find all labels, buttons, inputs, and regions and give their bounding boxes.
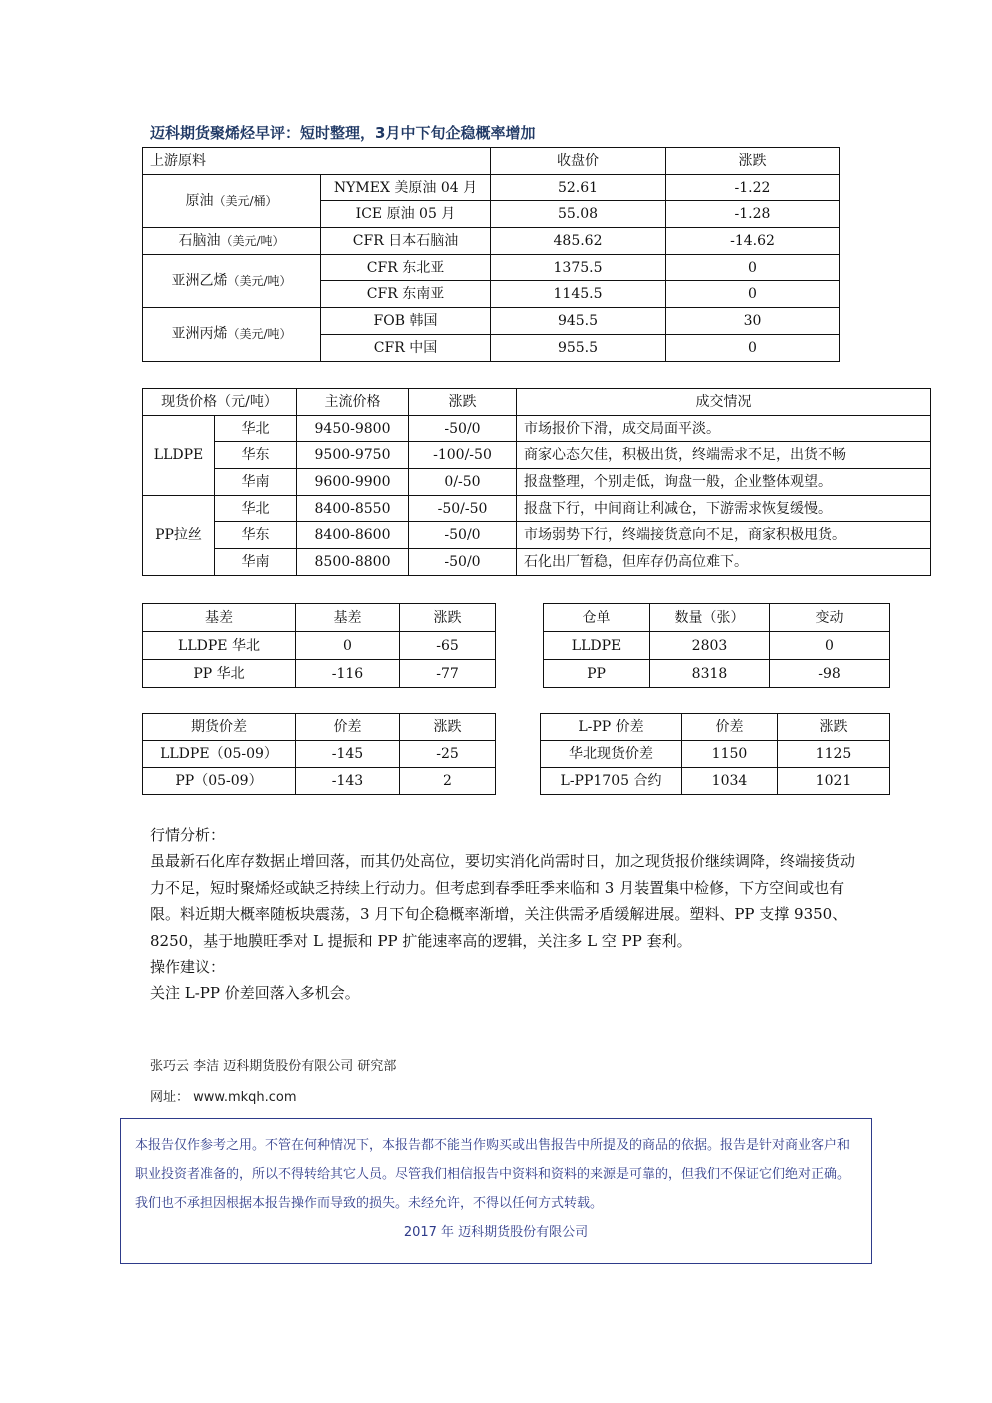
header-cell: 现货价格（元/吨） <box>143 389 297 416</box>
price-cell: 485.62 <box>491 228 666 255</box>
header-cell: 涨跌 <box>666 148 840 175</box>
change-cell: -65 <box>400 632 496 660</box>
product-cell: LLDPE <box>143 415 215 495</box>
header-cell: 基差 <box>143 604 296 632</box>
group-name: 原油 <box>185 192 214 209</box>
advice-heading: 操作建议： <box>150 958 226 977</box>
product-cell: CFR 日本石脑油 <box>321 228 491 255</box>
table-header-row <box>143 714 496 741</box>
table-row <box>541 741 890 768</box>
price-cell: 8500-8800 <box>297 549 409 576</box>
group-cell <box>143 308 321 361</box>
table-row <box>143 228 840 255</box>
group-name: 亚洲丙烯 <box>171 326 228 343</box>
header-cell: 基差 <box>296 604 400 632</box>
label-cell: LLDPE <box>544 632 650 660</box>
label-cell: PP（05-09） <box>143 768 296 795</box>
group-cell <box>143 254 321 307</box>
header-cell: 涨跌 <box>400 714 496 741</box>
label-cell: L-PP1705 合约 <box>541 768 682 795</box>
futures-spread-table <box>142 713 496 795</box>
change-cell: -50/0 <box>409 415 517 442</box>
change-cell: -50/-50 <box>409 495 517 522</box>
header-cell: 数量（张） <box>650 604 770 632</box>
basis-table <box>142 603 496 688</box>
price-cell: 9450-9800 <box>297 415 409 442</box>
price-cell: 9600-9900 <box>297 469 409 496</box>
value-cell: 0 <box>296 632 400 660</box>
value-cell: -143 <box>296 768 400 795</box>
change-cell: -100/-50 <box>409 442 517 469</box>
price-cell: 52.61 <box>491 174 666 201</box>
price-cell: 9500-9750 <box>297 442 409 469</box>
change-cell: -1.22 <box>666 174 840 201</box>
analysis-body: 虽最新石化库存数据止增回落，而其仍处高位，要切实消化尚需时日，加之现货报价继续调降，终端接货动力不足，短时聚烯烃或缺乏持续上行动力。但考虑到春季旺季来临和 3 月装置集中检修，下方空间或也有限。料近期大概率随板块震荡，3 月下旬企稳概率渐增，关注供需矛盾缓解进展。塑料、PP 支撑 9350、8250，基于地膜旺季对 L 提振和 PP 扩能速率高的逻辑，关注多 L 空 PP 套利。 <box>150 852 856 950</box>
table-row <box>143 442 931 469</box>
value-cell: 8318 <box>650 660 770 688</box>
note-cell: 市场报价下滑，成交局面平淡。 <box>517 415 931 442</box>
value-cell: 1034 <box>682 768 778 795</box>
price-cell: 955.5 <box>491 334 666 361</box>
region-cell: 华北 <box>215 495 297 522</box>
label-cell: PP 华北 <box>143 660 296 688</box>
warehouse-table <box>543 603 890 688</box>
table-row <box>143 308 840 335</box>
region-cell: 华南 <box>215 469 297 496</box>
change-cell: -77 <box>400 660 496 688</box>
group-unit: （美元/吨） <box>227 273 292 288</box>
header-cell: 收盘价 <box>491 148 666 175</box>
table-row <box>544 632 890 660</box>
product-cell: NYMEX 美原油 04 月 <box>321 174 491 201</box>
value-cell: 2803 <box>650 632 770 660</box>
header-cell: 仓单 <box>544 604 650 632</box>
label-cell: LLDPE 华北 <box>143 632 296 660</box>
change-cell: 1125 <box>778 741 890 768</box>
product-cell: CFR 中国 <box>321 334 491 361</box>
change-cell: 0/-50 <box>409 469 517 496</box>
table-header-row <box>143 389 931 416</box>
product-cell: PP拉丝 <box>143 495 215 575</box>
region-cell: 华东 <box>215 522 297 549</box>
author-line: 张巧云 李洁 迈科期货股份有限公司 研究部 <box>150 1059 397 1074</box>
market-analysis <box>150 822 855 1007</box>
change-cell: -50/0 <box>409 549 517 576</box>
change-cell: -25 <box>400 741 496 768</box>
group-unit: （美元/桶） <box>213 193 278 208</box>
label-cell: LLDPE（05-09） <box>143 741 296 768</box>
header-cell: 价差 <box>296 714 400 741</box>
advice-text: 关注 L-PP 价差回落入多机会。 <box>150 984 360 1003</box>
change-cell: -14.62 <box>666 228 840 255</box>
product-cell: CFR 东南亚 <box>321 281 491 308</box>
note-cell: 市场弱势下行，终端接货意向不足，商家积极甩货。 <box>517 522 931 549</box>
header-cell: 上游原料 <box>143 148 491 175</box>
note-cell: 石化出厂暂稳，但库存仍高位难下。 <box>517 549 931 576</box>
change-cell: -1.28 <box>666 201 840 228</box>
header-cell: 价差 <box>682 714 778 741</box>
value-cell: -116 <box>296 660 400 688</box>
change-cell: 0 <box>770 632 890 660</box>
group-unit: （美元/吨） <box>227 327 292 342</box>
change-cell: 1021 <box>778 768 890 795</box>
group-name: 石脑油 <box>178 232 221 249</box>
region-cell: 华北 <box>215 415 297 442</box>
lpp-spread-table <box>540 713 890 795</box>
price-cell: 55.08 <box>491 201 666 228</box>
table-header-row <box>544 604 890 632</box>
value-cell: 1150 <box>682 741 778 768</box>
product-cell: CFR 东北亚 <box>321 254 491 281</box>
change-cell: 0 <box>666 254 840 281</box>
header-cell: 涨跌 <box>778 714 890 741</box>
note-cell: 报盘整理，个别走低，询盘一般，企业整体观望。 <box>517 469 931 496</box>
website-line: 网址： www.mkqh.com <box>150 1090 297 1105</box>
price-cell: 8400-8600 <box>297 522 409 549</box>
disclaimer-box <box>120 1118 872 1264</box>
group-cell <box>143 228 321 255</box>
product-cell: FOB 韩国 <box>321 308 491 335</box>
header-cell: 主流价格 <box>297 389 409 416</box>
note-cell: 商家心态欠佳，积极出货，终端需求不足，出货不畅 <box>517 442 931 469</box>
product-cell: ICE 原油 05 月 <box>321 201 491 228</box>
table-row <box>143 415 931 442</box>
group-cell <box>143 174 321 227</box>
region-cell: 华南 <box>215 549 297 576</box>
table-row <box>143 768 496 795</box>
table-header-row <box>143 148 840 175</box>
table-row <box>541 768 890 795</box>
table-row <box>143 495 931 522</box>
price-cell: 8400-8550 <box>297 495 409 522</box>
change-cell: -50/0 <box>409 522 517 549</box>
disclaimer-footer: 2017 年 迈科期货股份有限公司 <box>403 1225 589 1240</box>
price-cell: 1145.5 <box>491 281 666 308</box>
label-cell: 华北现货价差 <box>541 741 682 768</box>
table-row <box>143 632 496 660</box>
report-title: 迈科期货聚烯烃早评：短时整理，3月中下旬企稳概率增加 <box>150 124 536 142</box>
table-row <box>143 522 931 549</box>
upstream-table <box>142 147 840 362</box>
note-cell: 报盘下行，中间商让利减仓，下游需求恢复缓慢。 <box>517 495 931 522</box>
analysis-heading: 行情分析： <box>150 826 226 844</box>
label-cell: PP <box>544 660 650 688</box>
group-name: 亚洲乙烯 <box>171 272 228 289</box>
change-cell: 30 <box>666 308 840 335</box>
table-row <box>143 549 931 576</box>
header-cell: 涨跌 <box>409 389 517 416</box>
price-cell: 945.5 <box>491 308 666 335</box>
table-header-row <box>143 604 496 632</box>
header-cell: 期货价差 <box>143 714 296 741</box>
table-row <box>143 469 931 496</box>
disclaimer-text: 本报告仅作参考之用。不管在何种情况下，本报告都不能当作购买或出售报告中所提及的商品的依据。报告是针对商业客户和职业投资者准备的，所以不得转给其它人员。尽管我们相信报告中资料和资料的来源是可靠的，但我们不保证它们绝对正确。我们也不承担因根据本报告操作而导致的损失。未经允许，不得以任何方式转载。 <box>135 1138 851 1211</box>
spot-price-table <box>142 388 931 576</box>
change-cell: 2 <box>400 768 496 795</box>
change-cell: 0 <box>666 334 840 361</box>
value-cell: -145 <box>296 741 400 768</box>
price-cell: 1375.5 <box>491 254 666 281</box>
table-row <box>143 741 496 768</box>
region-cell: 华东 <box>215 442 297 469</box>
table-row <box>143 254 840 281</box>
table-header-row <box>541 714 890 741</box>
change-cell: -98 <box>770 660 890 688</box>
table-row <box>544 660 890 688</box>
header-cell: 成交情况 <box>517 389 931 416</box>
table-row <box>143 174 840 201</box>
header-cell: 涨跌 <box>400 604 496 632</box>
group-unit: （美元/吨） <box>220 233 285 248</box>
table-row <box>143 660 496 688</box>
change-cell: 0 <box>666 281 840 308</box>
header-cell: L-PP 价差 <box>541 714 682 741</box>
header-cell: 变动 <box>770 604 890 632</box>
